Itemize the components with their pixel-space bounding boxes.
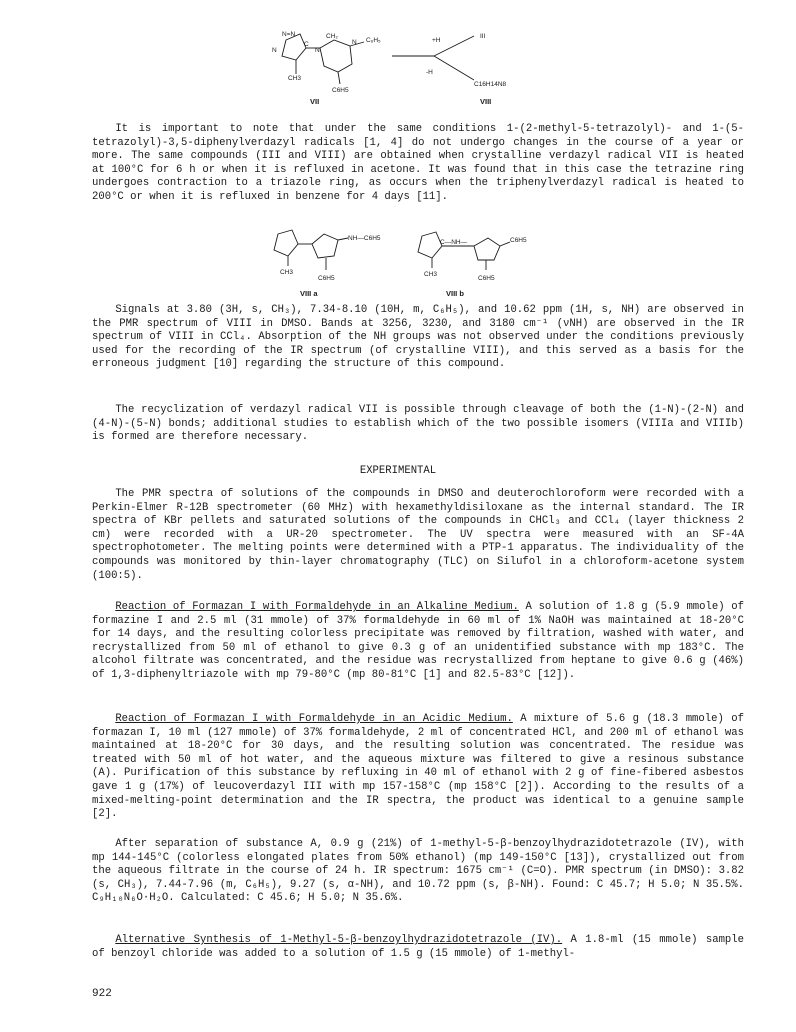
paragraph-3: The recyclization of verdazyl radical VII is possible through cleavage of both the (1-N)-(2-N) and (4-N)-(5-N) bonds; additional studies to establish which of the two possible isomers (VIIIa and VIIIb) is formed are therefore necessary. [92,404,744,444]
viiia-label: VIII a [300,289,318,298]
paragraph-5-body: A solution of 1.8 g (5.9 mmole) of formazine I and 2.5 ml (31 mmole) of 37% formaldehyde in 60 ml of 1% NaOH was maintained at 18-20°C for 14 days, and the resulting colorless precipitate was removed by filtration, washed with water, and recrystallized from 50 ml of ethanol to give 0.3 g of an unidentified substance with mp 183°C. The alcohol filtrate was concentrated, and the residue was recrystallized from heptane to give 0.6 g (46%) of 1,3-diphenyltriazole with mp 79-80°C (mp 80-81°C [1] and 82.5-83°C [12]). [92,601,744,681]
paragraph-8 [92,934,744,961]
structure-viiib-drawing [408,226,538,298]
viiib-ch3-text: CH3 [424,271,438,278]
viiib-c6h5-text: C6H5 [478,275,495,282]
structure-vii-drawing [268,28,388,106]
paragraph-6-body: A mixture of 5.6 g (18.3 mmole) of formazan I, 10 ml (127 mmole) of 37% formaldehyde, 2 ml of concentrated HCl, and 200 ml of ethanol was maintained at 18-20°C for 30 days, and the resulting solution was concentrated. The residue was treated with 50 ml of hot water, and the aqueous mixture was filtered to give a resinous substance (A). Purification of this substance by refluxing in 40 ml of ethanol with 2 g of fine-fibered asbestos gave 1 g (17%) of leucoverdazyl III with mp 157-158°C (mp 158°C [2]). According to the results of a mixed-melting-point determination and the IR spectra, the product was identical to a genuine sample [2]. [92,713,744,821]
vii-c-text: C [304,41,309,48]
vii-c6h5-bottom-text: C6H5 [332,87,349,94]
viii-iii-text: III [480,33,486,40]
paragraph-8-body: A 1.8-ml (15 mmole) sample of benzoyl chloride was added to a solution of 1.5 g (15 mmole) of 1-methyl- [92,934,744,960]
paragraph-5-title: Reaction of Formazan I with Formaldehyde in an Alkaline Medium. [115,601,519,613]
structure-viii-arrows [390,28,520,111]
viii-plus-h-text: +H [432,37,441,44]
viiib-label: VIII b [446,289,464,298]
vii-ch3-text: CH3 [288,75,302,82]
viiib-nh-text: C—NH— [440,239,468,246]
paragraph-5 [92,601,744,683]
paragraph-2: Signals at 3.80 (3H, s, CH₃), 7.34-8.10 (10H, m, C₆H₅), and 10.62 ppm (1H, s, NH) are observed in the PMR spectrum of VIII in DMSO. Bands at 3256, 3230, and 3180 cm⁻¹ (νNH) are observed in the IR spectrum of VIII in CCl₄. Absorption of the NH groups was not observed under the conditions previously used for the recording of the IR spectrum (of crystalline VIII), and this served as a basis for the erroneous judgment [10] regarding the structure of this compound. [92,304,744,371]
vii-nn-text: N=N [282,31,296,38]
vii-n-right-text: N [352,39,357,46]
vii-c6h5-top-text: C₆H₅ [366,37,381,44]
viiia-c6h5-text: C6H5 [318,275,335,282]
vii-n-link-text: N [315,47,320,54]
vii-ch2-text: CH₂ [326,33,338,40]
viiia-ch3-text: CH3 [280,269,294,276]
vii-label: VII [310,97,320,106]
paragraph-6-title: Reaction of Formazan I with Formaldehyde in an Acidic Medium. [115,713,513,725]
paragraph-6 [92,713,744,822]
viiib-n-c6h5-text: C6H5 [510,237,527,244]
structure-viii-drawing [390,28,520,106]
structure-viiia-drawing [262,224,382,298]
paragraph-1: It is important to note that under the same conditions 1-(2-methyl-5-tetrazolyl)- and 1-(5-tetrazolyl)-3,5-diphenylverdazyl radicals [1, 4] do not undergo changes in the course of a year or more. The same compounds (III and VIII) are obtained when crystalline verdazyl radical VII is heated at 100°C for 6 h or when it is refluxed in acetone. It was found that in this case the tetrazine ring undergoes contraction to a triazole ring, as occurs when the triphenylverdazyl radical is heated to 200°C or when it is refluxed in benzene for 4 days [11]. [92,123,744,203]
viii-label: VIII [480,97,492,106]
viiia-nh-text: NH—C6H5 [348,235,381,242]
paragraph-4: The PMR spectra of solutions of the compounds in DMSO and deuterochloroform were recorded with a Perkin-Elmer R-12B spectrometer (60 MHz) with hexamethyldisiloxane as the internal standard. The IR spectra of KBr pellets and saturated solutions of the compounds in CHCl₃ and CCl₄ (layer thickness 2 cm) were recorded with a UR-20 spectrometer. The UV spectra were measured with an SF-4A spectrophotometer. The melting points were determined with a PTP-1 apparatus. The individuality of the compounds was monitored by thin-layer chromatography (TLC) on Silufol in a chloroform-acetone system (100:5). [92,488,744,582]
structure-vii [268,28,388,111]
viii-formula-text: C16H14N8 [474,81,507,88]
vii-n-left-text: N [272,47,277,54]
paragraph-7: After separation of substance A, 0.9 g (21%) of 1-methyl-5-β-benzoylhydrazidotetrazole (IV), with mp 144-145°C (colorless elongated plates from 50% ethanol) (mp 149-150°C [13]), crystallized out from the aqueous filtrate in the course of 24 h. IR spectrum: 1675 cm⁻¹ (C=O). PMR spectrum (in DMSO): 3.82 (s, CH₃), 7.44-7.96 (m, C₆H₅), 9.27 (s, α-NH), and 10.72 ppm (s, β-NH). Found: C 45.7; H 5.0; N 35.5%. C₉H₁₀N₆O·H₂O. Calculated: C 45.6; H 5.0; N 35.6%. [92,838,744,905]
structure-viiib [408,226,538,303]
experimental-heading: EXPERIMENTAL [359,465,437,477]
viii-minus-h-text: -H [426,69,433,76]
structure-viiia [262,224,382,303]
page-number: 922 [92,988,112,1000]
paragraph-8-title: Alternative Synthesis of 1-Methyl-5-β-benzoylhydrazidotetrazole (IV). [115,934,563,946]
